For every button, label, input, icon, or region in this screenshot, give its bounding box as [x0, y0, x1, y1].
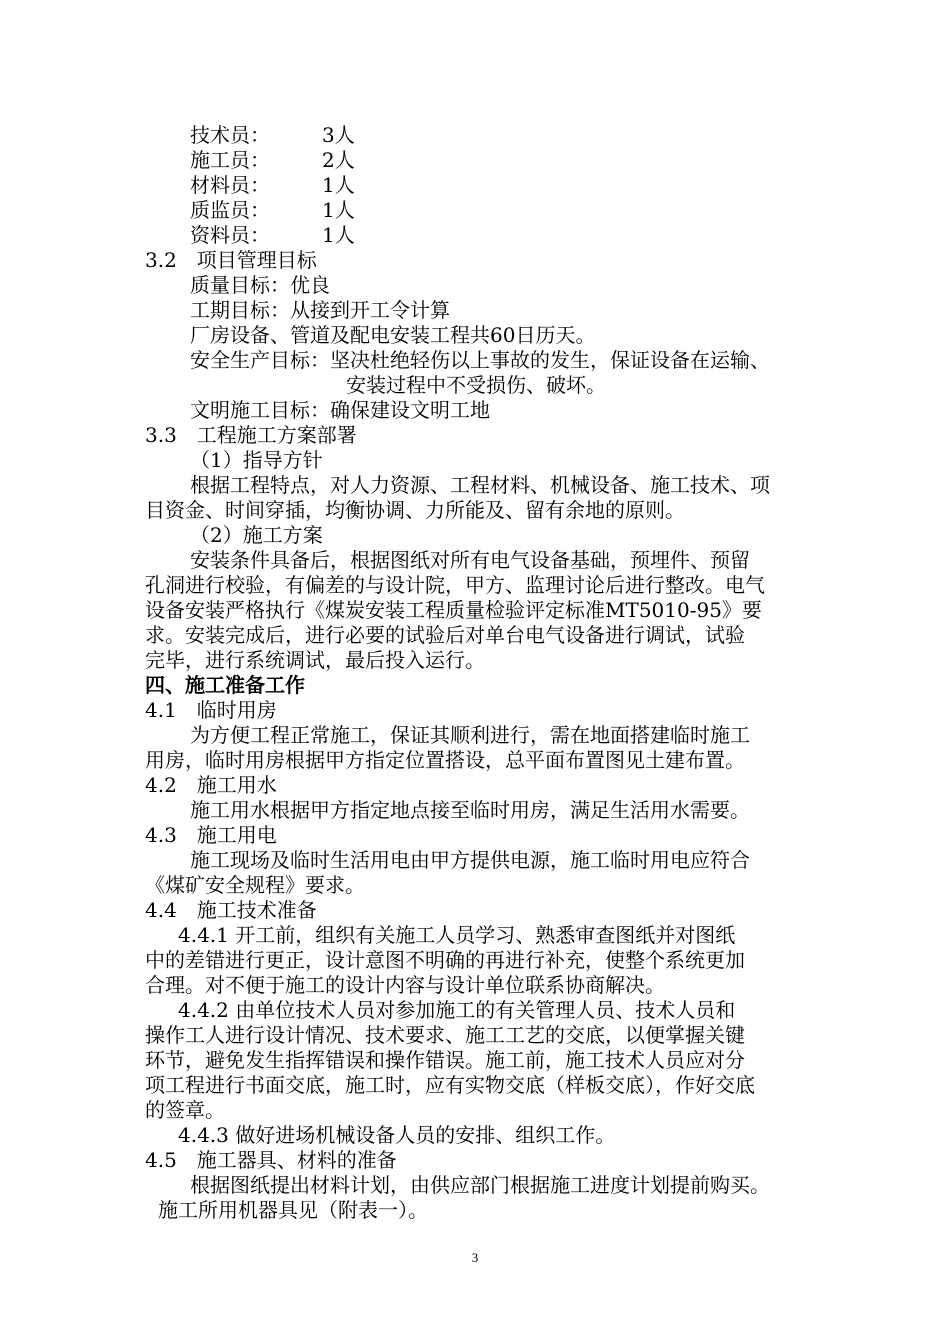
text-line: 工期目标：从接到开工令计算 — [190, 298, 450, 322]
staff-count: 1人 — [322, 223, 355, 247]
text-line: 4.4 施工技术准备 — [145, 898, 317, 922]
text-line: 3.3 工程施工方案部署 — [145, 423, 357, 447]
text-line: 中的差错进行更正，设计意图不明确的再进行补充，使整个系统更加 — [145, 948, 745, 972]
text-line: 项工程进行书面交底，施工时，应有实物交底（样板交底），作好交底 — [145, 1073, 755, 1097]
text-line: （2）施工方案 — [190, 523, 323, 547]
staff-role: 质监员： — [190, 198, 270, 222]
text-line: 文明施工目标：确保建设文明工地 — [190, 398, 490, 422]
text-line: 求。安装完成后，进行必要的试验后对单台电气设备进行调试，试验 — [145, 623, 745, 647]
staff-role: 材料员： — [190, 173, 270, 197]
text-line: 的签章。 — [145, 1098, 225, 1122]
text-line: 3.2 项目管理目标 — [145, 248, 317, 272]
staff-count: 3人 — [322, 123, 355, 147]
staff-count: 1人 — [322, 173, 355, 197]
text-line: 孔洞进行校验，有偏差的与设计院，甲方、监理讨论后进行整改。电气 — [145, 573, 765, 597]
text-line: 质量目标：优良 — [190, 273, 330, 297]
staff-role: 资料员： — [190, 223, 270, 247]
text-line: 根据工程特点，对人力资源、工程材料、机械设备、施工技术、项 — [190, 473, 770, 497]
staff-count: 1人 — [322, 198, 355, 222]
text-line: 合理。对不便于施工的设计内容与设计单位联系协商解决。 — [145, 973, 665, 997]
text-line: 安全生产目标：坚决杜绝轻伤以上事故的发生，保证设备在运输、 — [190, 348, 770, 372]
text-line: 4.4.2 由单位技术人员对参加施工的有关管理人员、技术人员和 — [178, 998, 736, 1022]
text-line: 4.3 施工用电 — [145, 823, 277, 847]
text-line: 4.2 施工用水 — [145, 773, 277, 797]
text-line: 完毕，进行系统调试，最后投入运行。 — [145, 648, 485, 672]
text-line: 4.5 施工器具、材料的准备 — [145, 1148, 397, 1172]
text-line: 施工用水根据甲方指定地点接至临时用房，满足生活用水需要。 — [190, 798, 750, 822]
staff-role: 技术员： — [190, 123, 270, 147]
text-line: 为方便工程正常施工，保证其顺利进行，需在地面搭建临时施工 — [190, 723, 750, 747]
text-line: 4.1 临时用房 — [145, 698, 277, 722]
text-line: 环节，避免发生指挥错误和操作错误。施工前，施工技术人员应对分 — [145, 1048, 745, 1072]
staff-role: 施工员： — [190, 148, 270, 172]
text-line: 《煤矿安全规程》要求。 — [145, 873, 365, 897]
text-line: 4.4.3 做好进场机械设备人员的安排、组织工作。 — [178, 1123, 616, 1147]
text-line: 设备安装严格执行《煤炭安装工程质量检验评定标准MT5010-95》要 — [145, 598, 762, 622]
text-line: 安装过程中不受损伤、破坏。 — [346, 373, 606, 397]
section-heading: 四、施工准备工作 — [145, 673, 305, 697]
text-line: 用房，临时用房根据甲方指定位置搭设，总平面布置图见土建布置。 — [145, 748, 745, 772]
text-line: 安装条件具备后，根据图纸对所有电气设备基础，预埋件、预留 — [190, 548, 750, 572]
staff-count: 2人 — [322, 148, 355, 172]
text-line: 目资金、时间穿插，均衡协调、力所能及、留有余地的原则。 — [145, 498, 685, 522]
text-line: 施工所用机器具见（附表一）。 — [158, 1198, 428, 1222]
text-line: （1）指导方针 — [190, 448, 323, 472]
text-line: 根据图纸提出材料计划，由供应部门根据施工进度计划提前购买。 — [190, 1173, 770, 1197]
text-line: 厂房设备、管道及配电安装工程共60日历天。 — [190, 323, 596, 347]
text-line: 施工现场及临时生活用电由甲方提供电源，施工临时用电应符合 — [190, 848, 750, 872]
text-line: 操作工人进行设计情况、技术要求、施工工艺的交底，以便掌握关键 — [145, 1023, 745, 1047]
text-line: 4.4.1 开工前，组织有关施工人员学习、熟悉审查图纸并对图纸 — [178, 923, 736, 947]
page-number: 3 — [471, 1250, 479, 1265]
